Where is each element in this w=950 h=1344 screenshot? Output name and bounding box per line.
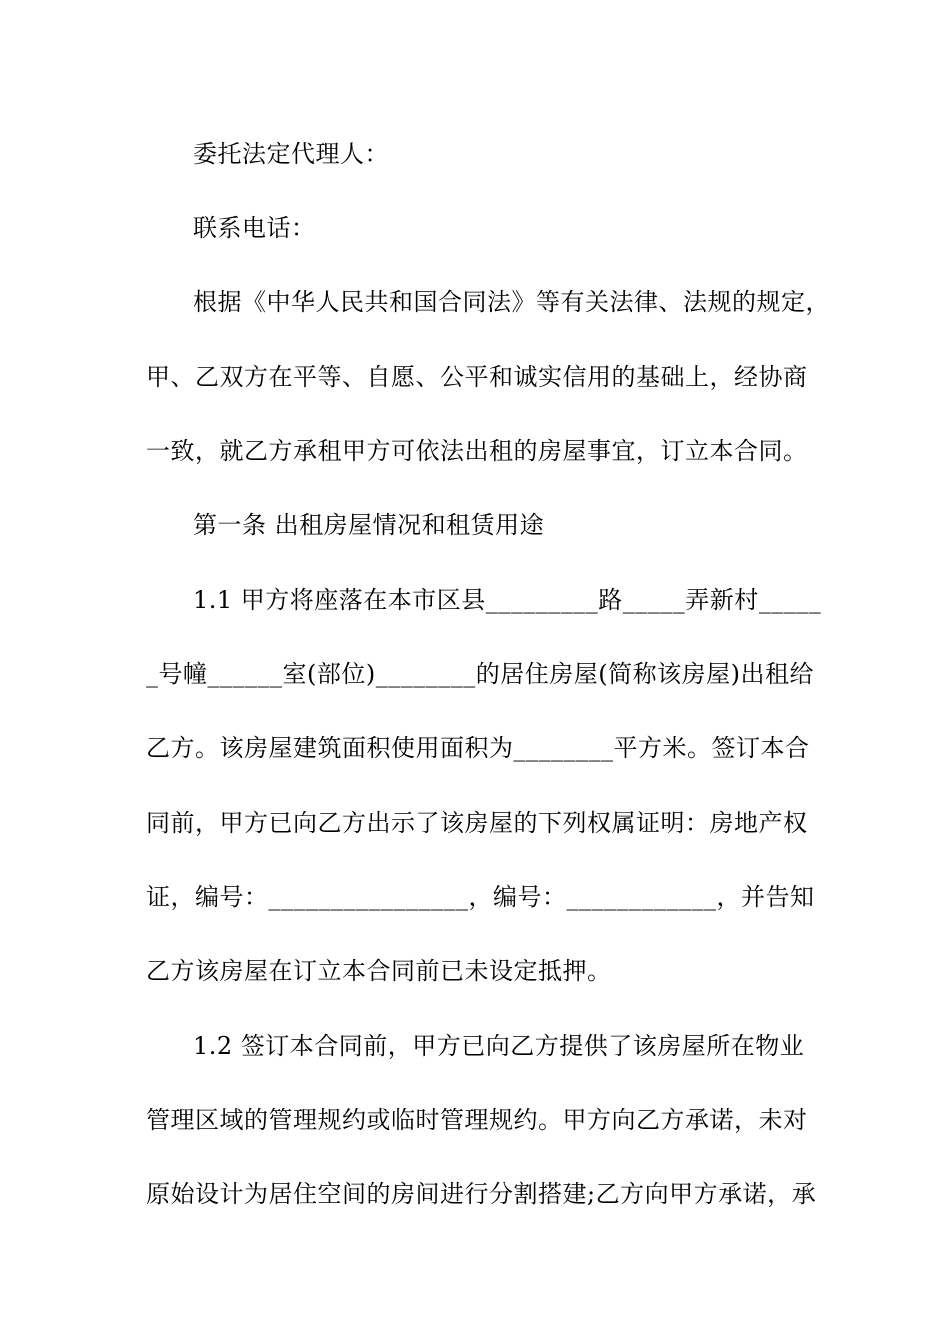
text-line-clause-1-2-c: 原始设计为居住空间的房间进行分割搭建;乙方向甲方承诺，承 bbox=[146, 1180, 817, 1208]
text-line-clause-1-2-b: 管理区域的管理规约或临时管理规约。甲方向乙方承诺，未对 bbox=[146, 1106, 808, 1134]
text-line-preamble-2: 甲、乙双方在平等、自愿、公平和诚实信用的基础上，经协商 bbox=[146, 363, 808, 391]
text-line-preamble-3: 一致，就乙方承租甲方可依法出租的房屋事宜，订立本合同。 bbox=[146, 437, 808, 465]
text-line-phone: 联系电话： bbox=[193, 214, 316, 242]
article-heading: 第一条 出租房屋情况和租赁用途 bbox=[193, 511, 545, 539]
text-line-agent: 委托法定代理人： bbox=[193, 140, 389, 168]
text-line-clause-1-1-d: 同前，甲方已向乙方出示了该房屋的下列权属证明：房地产权 bbox=[146, 809, 808, 837]
text-line-clause-1-1-a: 1.1 甲方将座落在本市区县_________路_____弄新村_____ bbox=[193, 586, 822, 614]
text-line-clause-1-1-f: 乙方该房屋在订立本合同前已未设定抵押。 bbox=[146, 957, 612, 985]
text-line-preamble-1: 根据《中华人民共和国合同法》等有关法律、法规的规定， bbox=[193, 288, 830, 316]
text-line-clause-1-1-e: 证，编号：________________，编号：____________，并告知 bbox=[146, 883, 815, 911]
text-line-clause-1-1-c: 乙方。该房屋建筑面积使用面积为________平方米。签订本合 bbox=[146, 734, 810, 762]
text-line-clause-1-2-a: 1.2 签订本合同前，甲方已向乙方提供了该房屋所在物业 bbox=[193, 1032, 805, 1060]
text-line-clause-1-1-b: _号幢______室(部位)________的居住房屋(简称该房屋)出租给 bbox=[146, 660, 814, 688]
